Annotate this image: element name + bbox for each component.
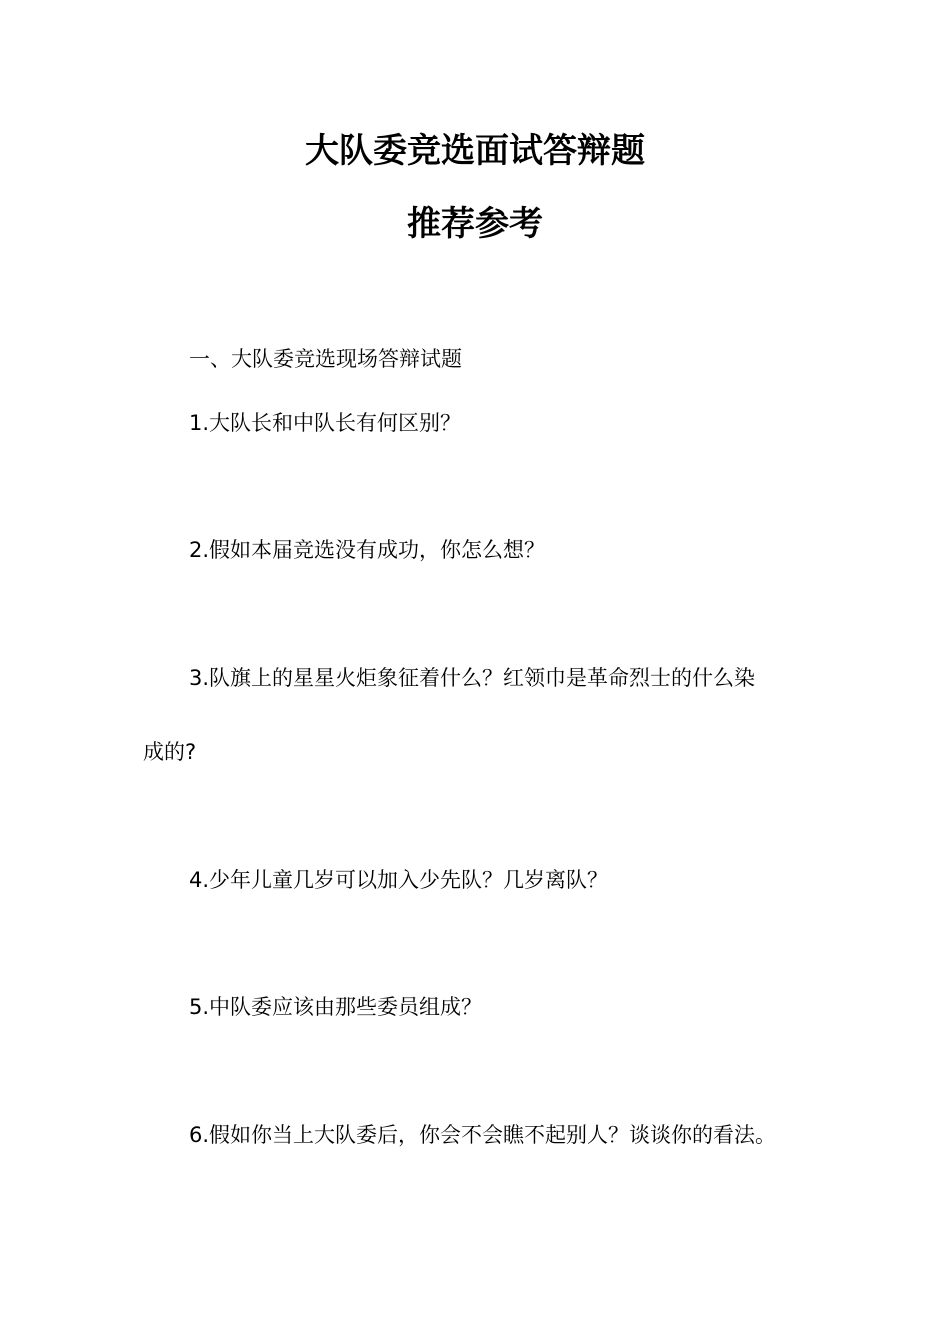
question-1: 1.大队长和中队长有何区别？ [189, 411, 462, 435]
question-3-line-2: 成的? [143, 740, 197, 764]
question-5: 5.中队委应该由那些委员组成？ [189, 995, 483, 1019]
question-4: 4.少年儿童几岁可以加入少先队？几岁离队？ [189, 868, 609, 892]
question-2: 2.假如本届竞选没有成功，你怎么想？ [189, 538, 546, 562]
question-3-line-1: 3.队旗上的星星火炬象征着什么？红领巾是革命烈士的什么染 [189, 666, 756, 690]
document-title-line-2: 推荐参考 [407, 204, 543, 244]
section-heading: 一、大队委竞选现场答辩试题 [189, 347, 462, 371]
question-6: 6.假如你当上大队委后，你会不会瞧不起别人？谈谈你的看法。 [189, 1123, 777, 1147]
document-title-line-1: 大队委竞选面试答辩题 [305, 131, 645, 171]
